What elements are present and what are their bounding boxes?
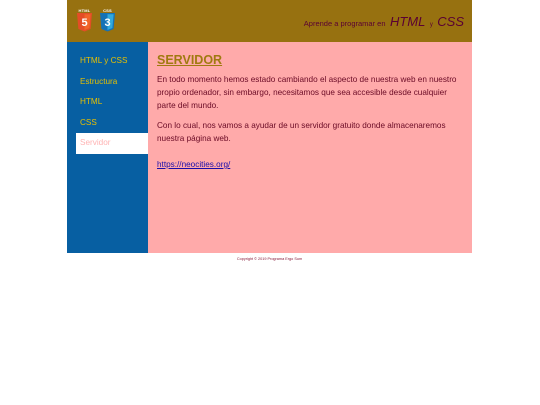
tagline-html: HTML [389,14,426,29]
html5-logo-digit: 5 [81,17,88,30]
header [67,0,472,42]
tagline-prefix: Aprende a programar en [303,19,386,28]
sidebar-item-css[interactable]: CSS [80,117,97,127]
css3-logo-icon [99,8,116,32]
css3-logo-caption: CSS [103,8,112,13]
main-layout [67,42,472,253]
tagline-css: CSS [437,14,464,29]
css3-shield-icon [99,13,116,32]
sidebar-nav [67,42,148,253]
sidebar-item-estructura[interactable]: Estructura [80,76,118,86]
site-tagline [304,13,464,31]
main-content [148,42,472,253]
page-title: SERVIDOR [157,53,223,67]
footer-copyright: Copyright © 2019 Programa Ergo Sum [236,257,303,261]
html5-logo-icon [76,8,93,32]
tagline-joiner: y [429,22,433,28]
sidebar-item-html[interactable]: HTML [80,97,103,106]
neocities-link[interactable]: https://neocities.org/ [157,159,231,169]
paragraph-intro: En todo momento hemos estado cambiando el aspecto de nuestra web en nuestro propio ordenador, sin embargo, necesitamos que sea accesible desde cualquier parte del mundo. [157,75,457,110]
sidebar-item-html-y-css[interactable]: HTML y CSS [80,56,128,65]
css3-logo-digit: 3 [104,17,111,30]
html5-logo-caption: HTML [78,8,91,13]
html5-shield-icon [76,13,93,32]
page-wrapper [67,0,472,261]
sidebar-item-servidor[interactable]: Servidor [76,133,148,154]
paragraph-server: Con lo cual, nos vamos a ayudar de un servidor gratuito donde almacenaremos nuestra página web. [157,121,446,144]
